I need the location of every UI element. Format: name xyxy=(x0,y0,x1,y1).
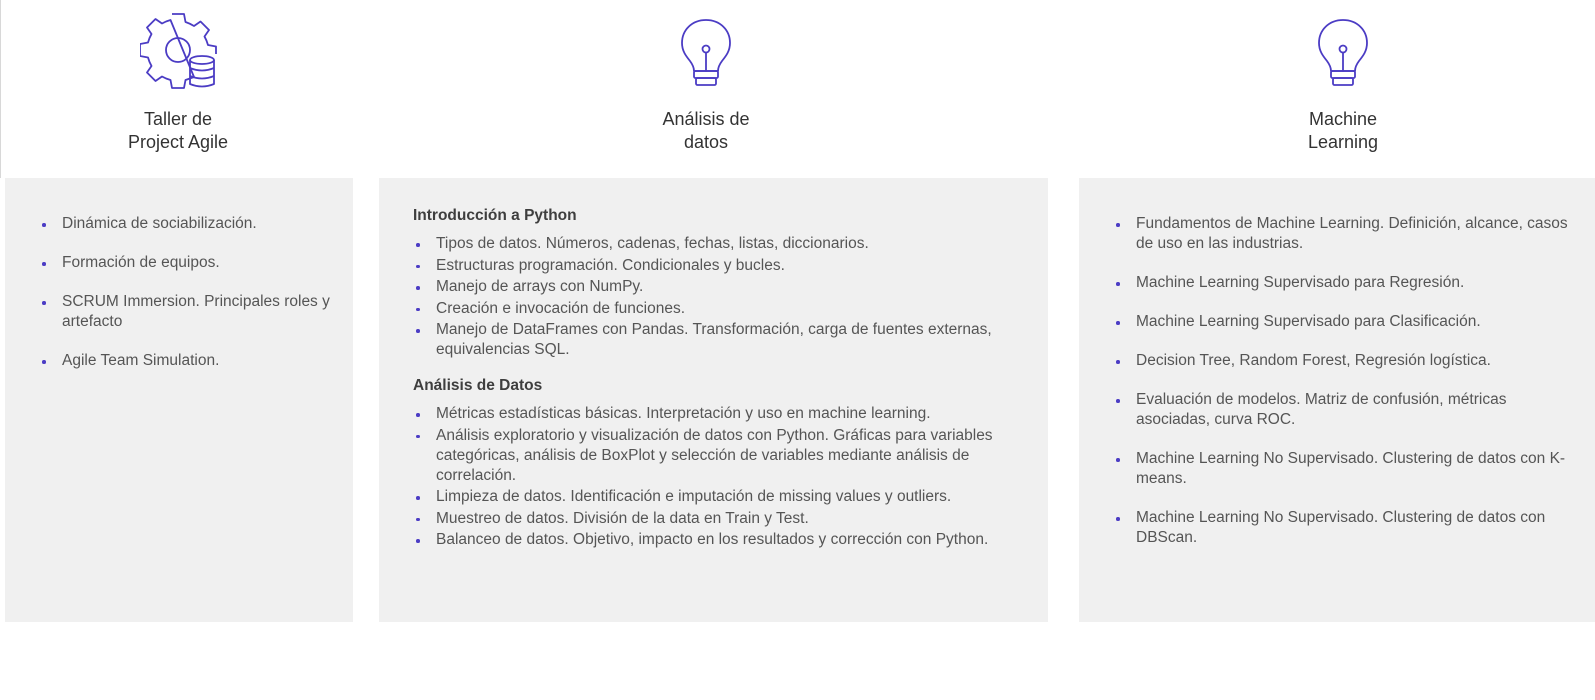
column-title-machine-learning xyxy=(1243,108,1443,154)
section-heading: Introducción a Python xyxy=(413,207,577,224)
list-item: Creación e invocación de funciones. xyxy=(413,299,1008,319)
list-item: Formación de equipos. xyxy=(39,253,339,273)
list-item: Decision Tree, Random Forest, Regresión logística. xyxy=(1113,351,1575,371)
title-line: Project Agile xyxy=(127,132,229,152)
list-item: Fundamentos de Machine Learning. Definición, alcance, casos de uso en las industrias. xyxy=(1113,214,1575,254)
list-item: Machine Learning Supervisado para Regresión. xyxy=(1113,273,1575,293)
panel-machine-learning xyxy=(1079,178,1595,622)
title-line: datos xyxy=(683,132,729,152)
list-item: Machine Learning No Supervisado. Clustering de datos con K-means. xyxy=(1113,449,1575,489)
topic-list xyxy=(39,214,339,371)
list-item: Estructuras programación. Condicionales y bucles. xyxy=(413,256,1008,276)
list-item: Dinámica de sociabilización. xyxy=(39,214,339,234)
panel-project-agile xyxy=(5,178,353,622)
list-item: Machine Learning Supervisado para Clasificación. xyxy=(1113,312,1575,332)
list-item: Limpieza de datos. Identificación e imputación de missing values y outliers. xyxy=(413,487,1008,507)
list-item: Agile Team Simulation. xyxy=(39,351,339,371)
list-item: Balanceo de datos. Objetivo, impacto en los resultados y corrección con Python. xyxy=(413,530,1008,550)
column-title-project-agile xyxy=(78,108,278,154)
title-line: Taller de xyxy=(143,109,213,129)
lightbulb-icon xyxy=(680,18,732,92)
column-title-analisis-de-datos xyxy=(606,108,806,154)
topic-list xyxy=(1113,214,1575,548)
panel-analisis-de-datos xyxy=(379,178,1048,622)
list-item: Métricas estadísticas básicas. Interpretación y uso en machine learning. xyxy=(413,404,1008,424)
topic-list xyxy=(413,234,1008,360)
list-item: Tipos de datos. Números, cadenas, fechas, listas, diccionarios. xyxy=(413,234,1008,254)
title-line: Análisis de xyxy=(662,109,750,129)
title-line: Learning xyxy=(1307,132,1379,152)
section-heading: Análisis de Datos xyxy=(413,377,543,394)
list-item: Manejo de DataFrames con Pandas. Transformación, carga de fuentes externas, equivalencias SQL. xyxy=(413,320,1008,360)
gear-database-icon xyxy=(140,12,218,90)
list-item: Muestreo de datos. División de la data en Train y Test. xyxy=(413,509,1008,529)
topic-list xyxy=(413,404,1008,550)
list-item: Machine Learning No Supervisado. Clustering de datos con DBScan. xyxy=(1113,508,1575,548)
list-item: Manejo de arrays con NumPy. xyxy=(413,277,1008,297)
list-item: Evaluación de modelos. Matriz de confusión, métricas asociadas, curva ROC. xyxy=(1113,390,1575,430)
list-item: Análisis exploratorio y visualización de datos con Python. Gráficas para variables categóricas, análisis de BoxPlot y selección de variables mediante análisis de correlación. xyxy=(413,426,1008,486)
lightbulb-icon xyxy=(1317,18,1369,92)
left-edge-divider xyxy=(0,0,1,178)
list-item: SCRUM Immersion. Principales roles y artefacto xyxy=(39,292,339,332)
title-line: Machine xyxy=(1308,109,1378,129)
